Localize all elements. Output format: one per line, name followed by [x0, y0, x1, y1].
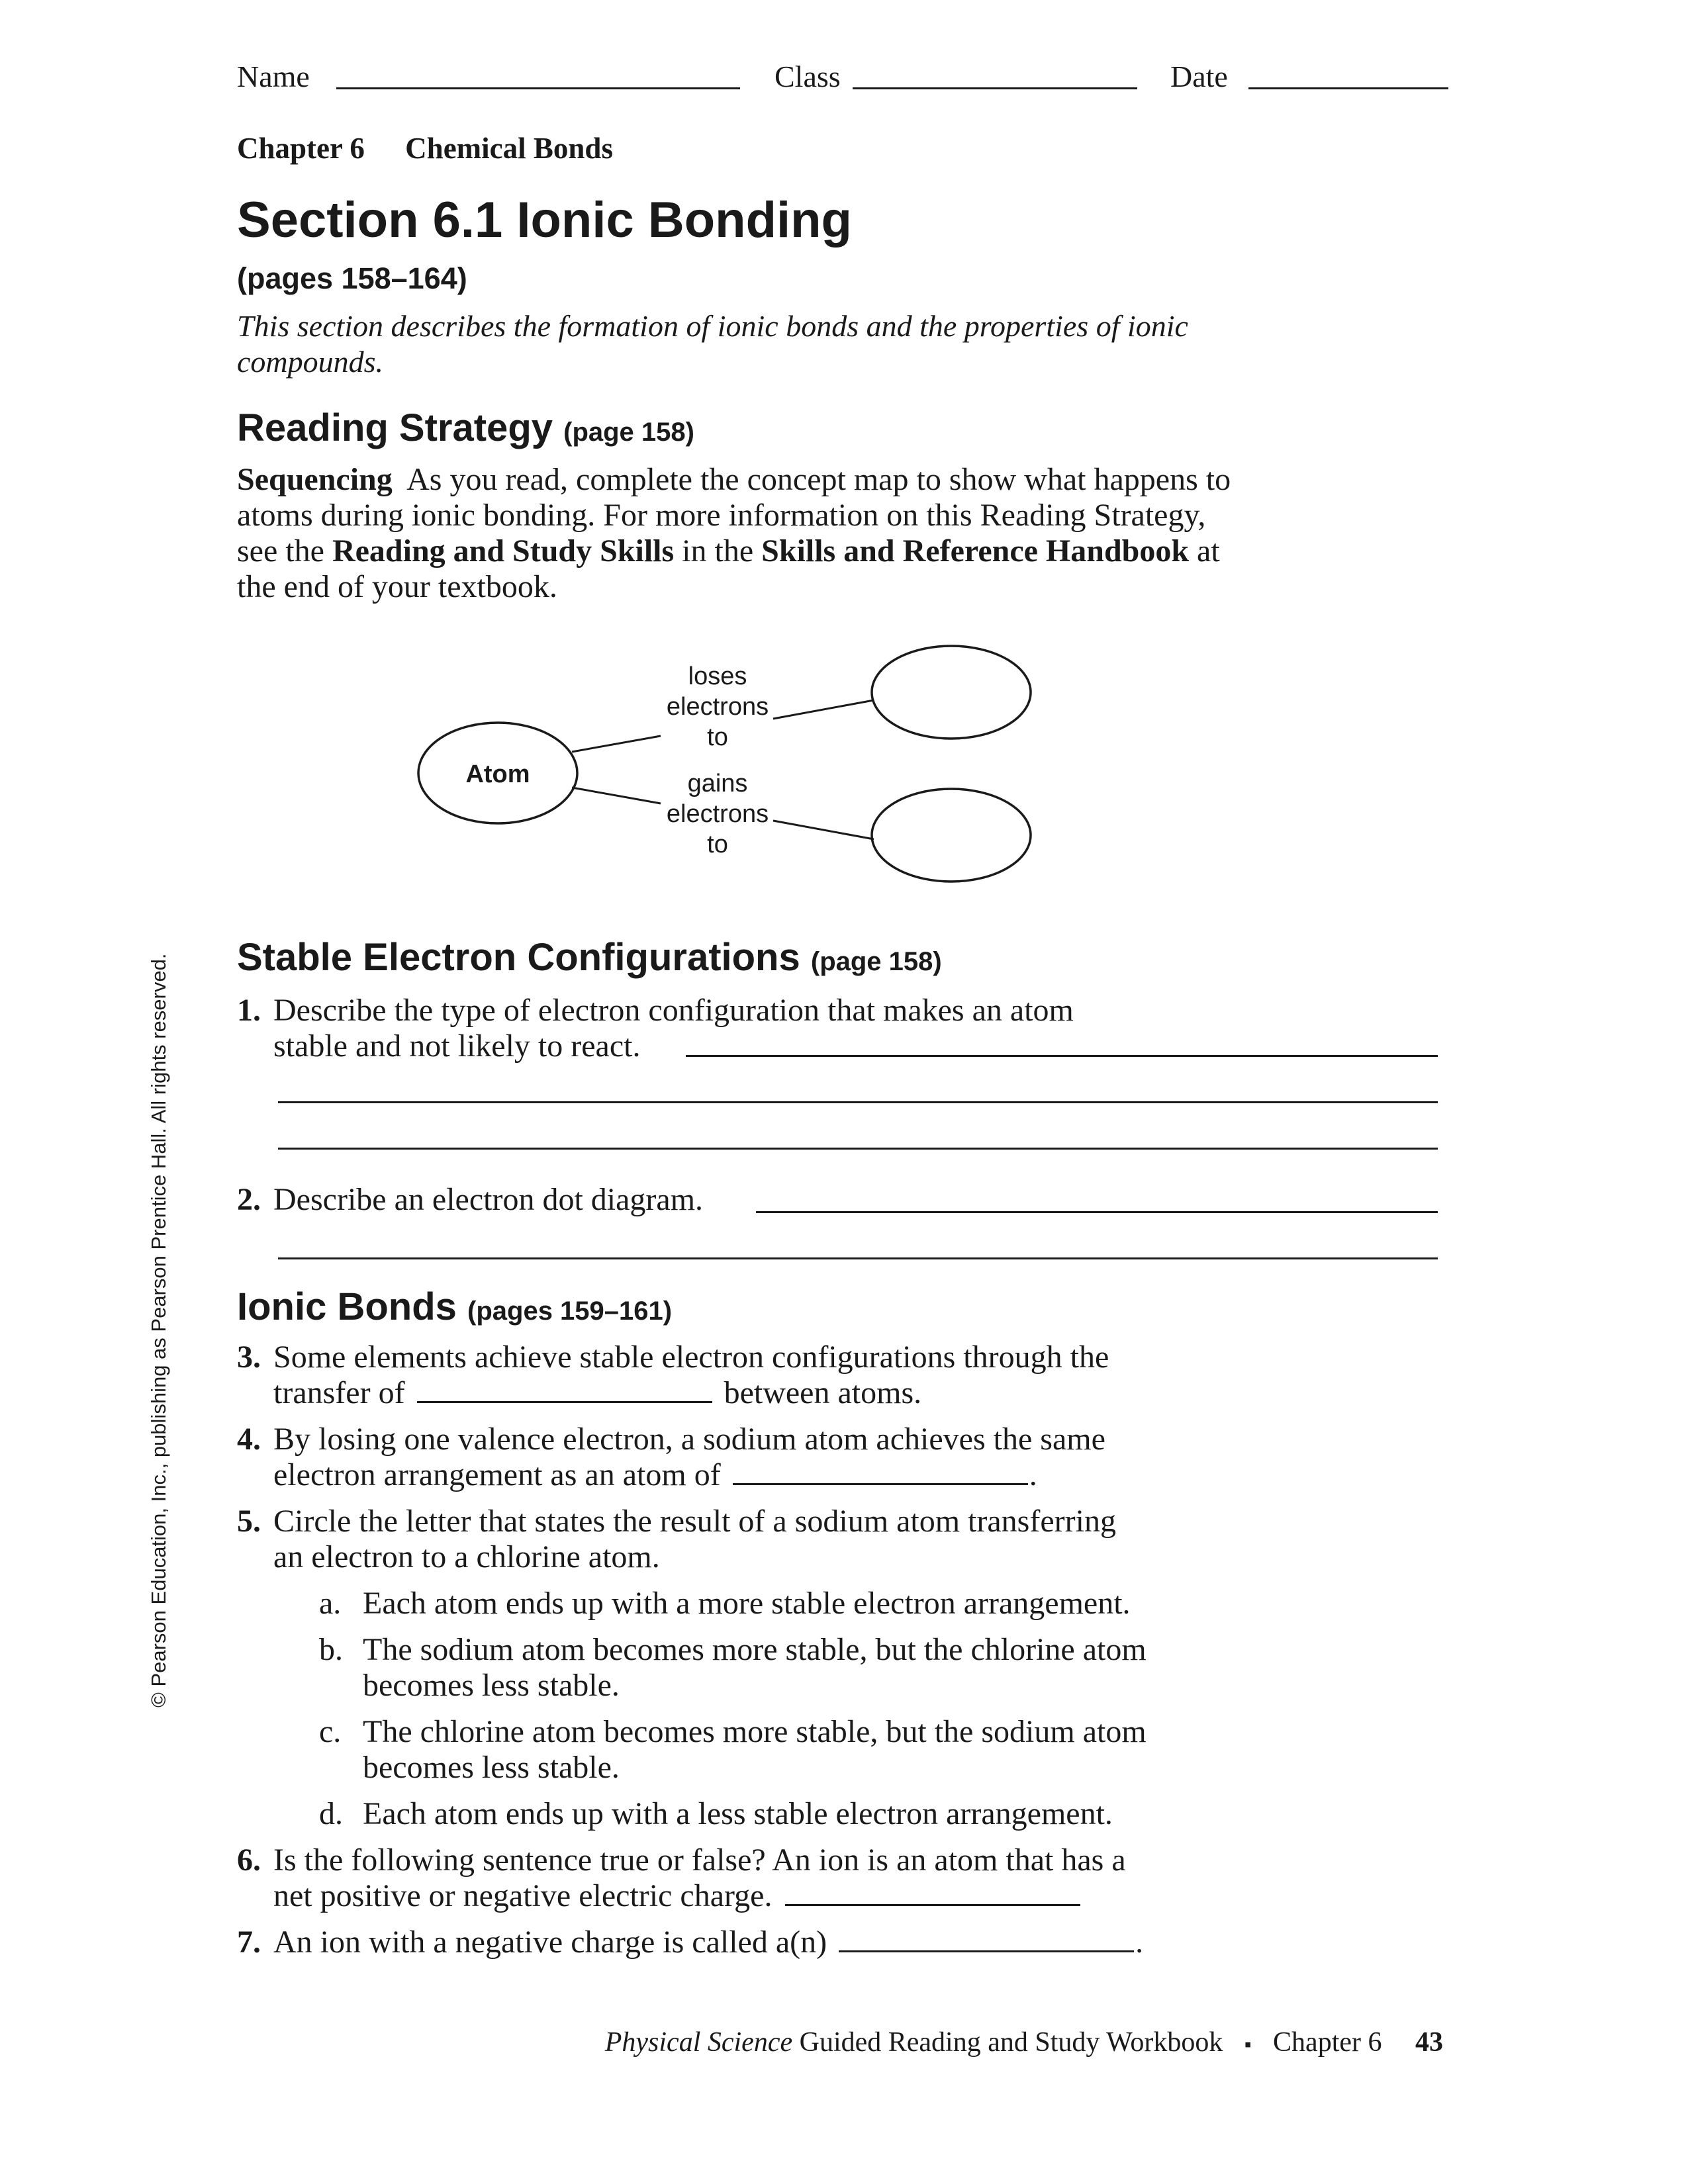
chapter-line	[237, 130, 613, 167]
option-a[interactable]	[319, 1586, 1447, 1623]
question-6-text-a: Is the following sentence true or false? An ion is an atom that has a	[273, 1843, 1126, 1878]
question-3-text-a: Some elements achieve stable electron configurations through the	[273, 1340, 1109, 1375]
chapter-title: Chemical Bonds	[405, 132, 613, 165]
upper-answer-oval[interactable]	[872, 646, 1031, 739]
footer-bullet-icon: ▪	[1244, 2034, 1252, 2056]
footer-chapter: Chapter 6	[1273, 2027, 1382, 2058]
reading-strategy-bold-2: Skills and Reference Handbook	[761, 533, 1190, 569]
footer-page-number: 43	[1415, 2027, 1443, 2058]
section-intro: This section describes the formation of ionic bonds and the properties of ionic compounds.	[237, 309, 1188, 379]
lower-label-line-3: to	[707, 831, 728, 858]
question-4-period: .	[1029, 1457, 1037, 1492]
question-7-number: 7.	[237, 1925, 261, 1960]
question-7-blank[interactable]	[839, 1931, 1134, 1952]
option-b[interactable]	[319, 1632, 1447, 1705]
question-5-text-b: an electron to a chlorine atom.	[273, 1539, 660, 1574]
option-c-text-2: becomes less stable.	[363, 1750, 620, 1785]
reading-strategy-heading	[237, 405, 694, 455]
question-5-number: 5.	[237, 1504, 261, 1539]
question-1-answer-line-2[interactable]	[278, 1101, 1438, 1103]
ionic-pages: (pages 159–161)	[467, 1297, 673, 1326]
footer	[530, 2025, 1443, 2062]
atom-upper-connector	[572, 736, 661, 752]
name-field[interactable]	[336, 87, 740, 89]
section-title: Section 6.1 Ionic Bonding	[237, 192, 852, 248]
atom-label: Atom	[465, 760, 530, 788]
footer-book-italic: Physical Science	[604, 2027, 793, 2058]
reading-strategy-lead: Sequencing	[237, 462, 393, 497]
question-1-number: 1.	[237, 993, 261, 1028]
question-7	[237, 1925, 1429, 1962]
reading-strategy-body	[237, 462, 1243, 605]
option-a-letter: a.	[319, 1586, 342, 1621]
name-label: Name	[237, 60, 310, 93]
question-6-number: 6.	[237, 1843, 261, 1878]
atom-lower-connector	[572, 788, 661, 803]
question-3-text-b2: between atoms.	[724, 1375, 922, 1410]
reading-strategy-text-3: at the end of your textbook.	[237, 533, 1220, 604]
stable-title: Stable Electron Configurations	[237, 936, 800, 979]
question-4-text-a: By losing one valence electron, a sodium atom achieves the same	[273, 1422, 1105, 1457]
header-line	[237, 58, 1448, 98]
question-6	[237, 1843, 1429, 1915]
lower-label-line-1: gains	[687, 770, 748, 797]
option-c-text-1: The chlorine atom becomes more stable, but the sodium atom	[363, 1714, 1147, 1749]
option-d[interactable]	[319, 1796, 1447, 1833]
lower-label-line-2: electrons	[666, 800, 769, 828]
question-3-line-b	[273, 1375, 1432, 1411]
stable-heading	[237, 934, 942, 985]
class-field[interactable]	[853, 87, 1137, 89]
question-5-text-a: Circle the letter that states the result of a sodium atom transferring	[273, 1504, 1116, 1539]
question-1-answer-line-3[interactable]	[278, 1148, 1438, 1150]
question-3	[237, 1340, 1429, 1412]
option-b-text-2: becomes less stable.	[363, 1668, 620, 1703]
option-a-text: Each atom ends up with a more stable electron arrangement.	[363, 1586, 1131, 1621]
question-4-text-b: electron arrangement as an atom of	[273, 1457, 721, 1492]
question-3-blank[interactable]	[417, 1381, 712, 1403]
option-b-letter: b.	[319, 1632, 343, 1667]
upper-label-line-1: loses	[688, 662, 747, 690]
question-2-number: 2.	[237, 1182, 261, 1217]
option-d-text: Each atom ends up with a less stable electron arrangement.	[363, 1796, 1113, 1831]
upper-label-line-3: to	[707, 723, 728, 751]
upper-label-connector	[773, 700, 874, 719]
question-4-line-b	[273, 1457, 1432, 1493]
option-b-text-1: The sodium atom becomes more stable, but the chlorine atom	[363, 1632, 1147, 1667]
copyright-side-note: © Pearson Education, Inc., publishing as Pearson Prentice Hall. All rights reserved.	[147, 953, 170, 1707]
question-6-line-b	[273, 1878, 1432, 1914]
question-5	[237, 1504, 1429, 1576]
question-6-blank[interactable]	[785, 1884, 1080, 1906]
reading-strategy-title: Reading Strategy	[237, 406, 553, 449]
reading-strategy-text-2: in the	[682, 533, 754, 569]
lower-answer-oval[interactable]	[872, 789, 1031, 882]
question-1-text-b: stable and not likely to react.	[273, 1028, 641, 1064]
chapter-number: Chapter 6	[237, 132, 365, 165]
question-4	[237, 1422, 1429, 1494]
question-4-blank[interactable]	[733, 1463, 1028, 1485]
question-6-text-b: net positive or negative electric charge.	[273, 1878, 773, 1913]
footer-book-rest: Guided Reading and Study Workbook	[799, 2027, 1223, 2058]
option-c-letter: c.	[319, 1714, 342, 1749]
question-2-answer-line-2[interactable]	[278, 1257, 1438, 1259]
ionic-heading	[237, 1284, 672, 1334]
date-field[interactable]	[1248, 87, 1448, 89]
question-3-number: 3.	[237, 1340, 261, 1375]
question-2	[237, 1182, 1429, 1222]
class-label: Class	[774, 60, 841, 93]
question-3-text-b1: transfer of	[273, 1375, 405, 1410]
reading-strategy-bold-1: Reading and Study Skills	[332, 533, 675, 569]
question-2-text: Describe an electron dot diagram.	[273, 1182, 704, 1217]
question-7-period: .	[1135, 1925, 1144, 1960]
option-d-letter: d.	[319, 1796, 343, 1831]
question-4-number: 4.	[237, 1422, 261, 1457]
reading-strategy-pages: (page 158)	[563, 418, 694, 447]
question-7-line	[273, 1925, 1432, 1960]
stable-pages: (page 158)	[810, 947, 942, 976]
reading-strategy-text-1: As you read, complete the concept map to show what happens to atoms during ionic bonding. For more information on this Reading Strategy, see the	[237, 462, 1231, 569]
ionic-title: Ionic Bonds	[237, 1285, 457, 1328]
upper-label-line-2: electrons	[666, 693, 769, 721]
concept-map	[397, 629, 1059, 893]
section-pages: (pages 158–164)	[237, 261, 467, 295]
option-c[interactable]	[319, 1714, 1447, 1787]
question-1-text-a: Describe the type of electron configuration that makes an atom	[273, 993, 1074, 1028]
lower-label-connector	[773, 821, 874, 839]
date-label: Date	[1170, 60, 1228, 93]
question-2-answer-line-1[interactable]	[756, 1211, 1438, 1213]
question-7-text: An ion with a negative charge is called a(n)	[273, 1925, 827, 1960]
question-1-answer-line-1[interactable]	[686, 1055, 1438, 1057]
